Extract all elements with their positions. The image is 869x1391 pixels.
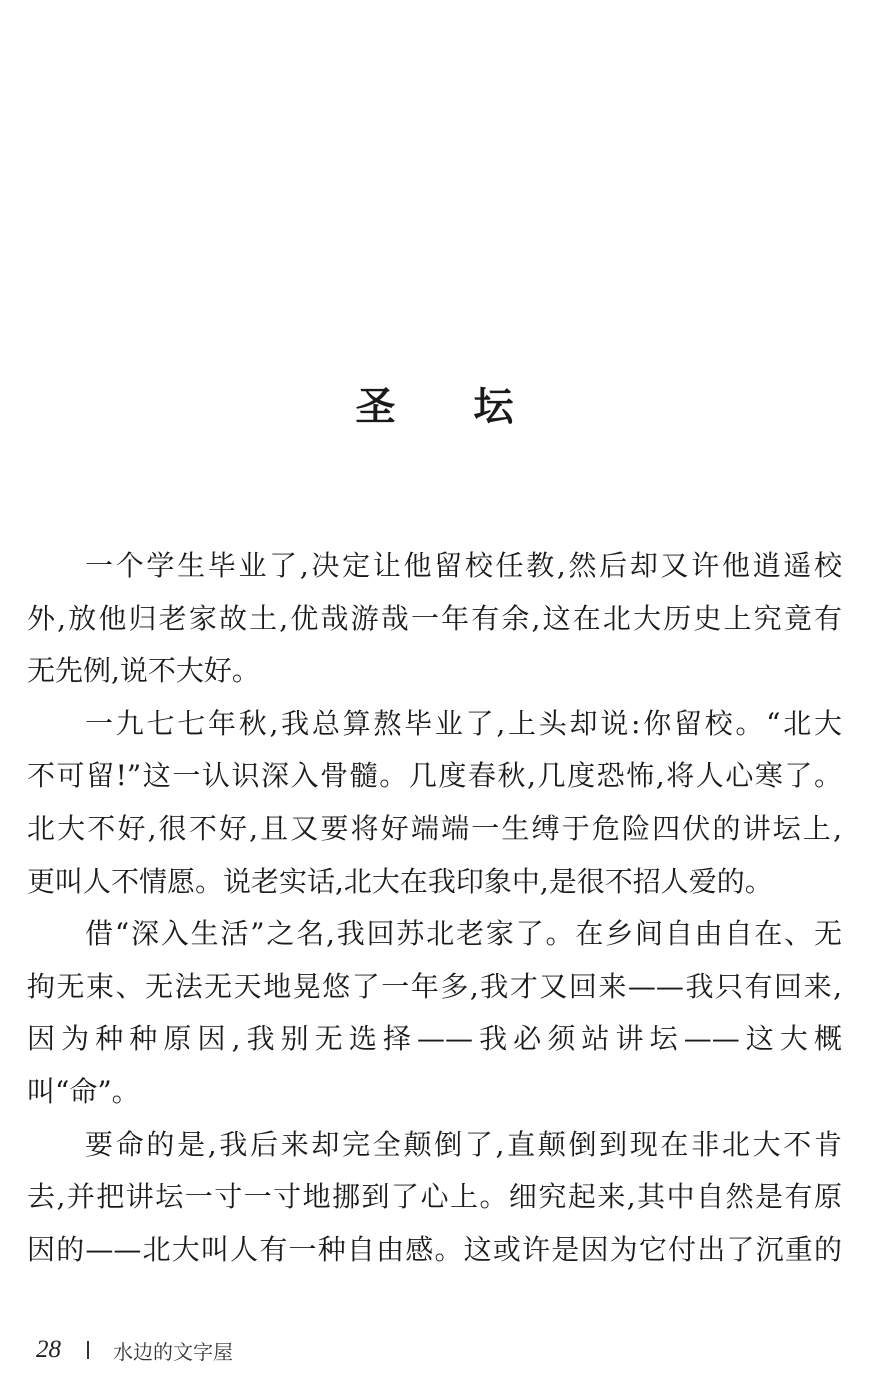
text-line: 借“深入生活”之名,我回苏北老家了。在乡间自由自在、无 (85, 917, 842, 951)
chapter-title-char-2: 坛 (473, 384, 514, 430)
chapter-title-char-1: 圣 (355, 384, 396, 430)
text-line: 更叫人不情愿。说老实话,北大在我印象中,是很不招人爱的。 (27, 864, 773, 898)
text-line: 因为种种原因,我别无选择——我必须站讲坛——这大概 (27, 1022, 842, 1056)
text-line: 不可留!”这一认识深入骨髓。几度春秋,几度恐怖,将人心寒了。 (27, 759, 842, 793)
text-line: 无先例,说不大好。 (27, 654, 260, 688)
text-line: 一九七七年秋,我总算熬毕业了,上头却说:你留校。“北大 (85, 706, 842, 740)
text-line: 叫“命”。 (27, 1074, 140, 1108)
page-number: 28 (36, 1336, 61, 1363)
text-line: 外,放他归老家故土,优哉游哉一年有余,这在北大历史上究竟有 (27, 601, 842, 635)
page-footer (36, 1334, 233, 1366)
text-line: 北大不好,很不好,且又要将好端端一生缚于危险四伏的讲坛上, (27, 811, 842, 845)
book-title: 水边的文字屋 (113, 1339, 233, 1364)
text-line: 拘无束、无法无天地晃悠了一年多,我才又回来——我只有回来, (27, 969, 842, 1003)
text-line: 因的——北大叫人有一种自由感。这或许是因为它付出了沉重的 (27, 1232, 842, 1266)
chapter-title (0, 382, 869, 432)
text-line: 要命的是,我后来却完全颠倒了,直颠倒到现在非北大不肯 (85, 1127, 842, 1161)
text-line: 去,并把讲坛一寸一寸地挪到了心上。细究起来,其中自然是有原 (27, 1180, 842, 1214)
footer-divider (87, 1341, 89, 1359)
body-text (27, 540, 842, 1276)
text-line: 一个学生毕业了,决定让他留校任教,然后却又许他逍遥校 (85, 549, 842, 582)
